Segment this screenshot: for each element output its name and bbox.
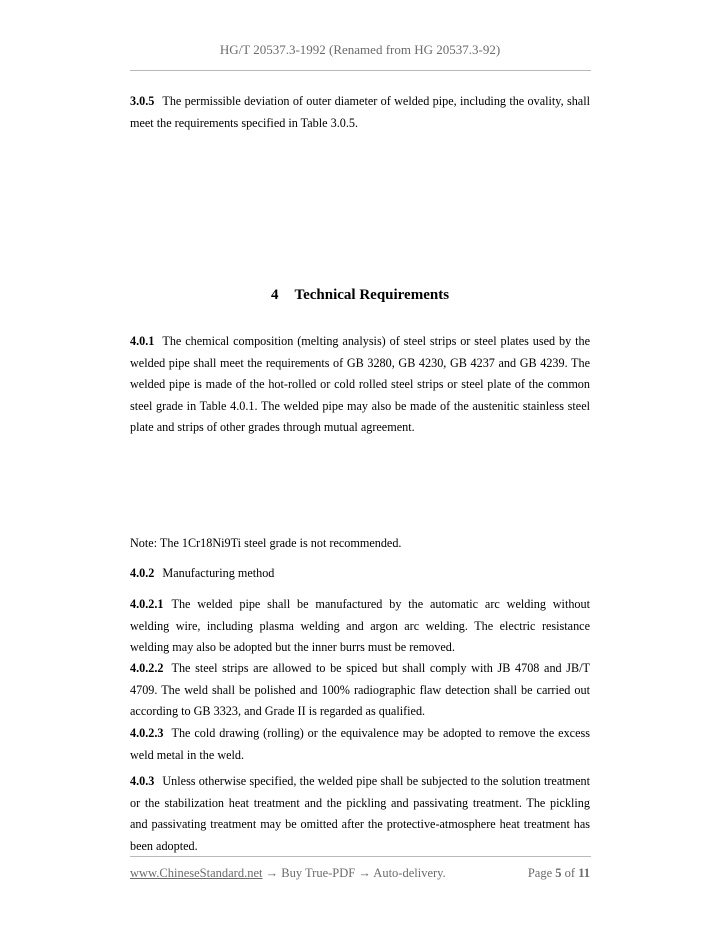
clause-number: 4.0.3 (130, 774, 155, 788)
page-label: Page (527, 866, 553, 880)
clause-number: 3.0.5 (130, 94, 155, 108)
clause-number: 4.0.2.3 (130, 726, 164, 740)
clause-4-0-2-1 (130, 594, 590, 659)
section-heading (0, 287, 720, 304)
section-number: 4 (270, 287, 279, 303)
clause-3-0-5 (130, 91, 590, 134)
clause-text: Manufacturing method (162, 566, 275, 580)
clause-number: 4.0.1 (130, 334, 155, 348)
clause-number: 4.0.2.1 (130, 597, 164, 611)
clause-text: The welded pipe shall be manufactured by the automatic arc welding without welding wire, including plasma welding and argon arc welding. The electric resistance welding may also be adopted but the inner burrs must be removed. (130, 597, 590, 654)
note-text (130, 533, 590, 555)
page-total: 11 (578, 866, 590, 880)
clause-number: 4.0.2 (130, 566, 155, 580)
section-title: Technical Requirements (294, 287, 450, 303)
clause-text: The permissible deviation of outer diameter of welded pipe, including the ovality, shall meet the requirements specified in Table 3.0.5. (130, 94, 590, 130)
website-link[interactable]: www.ChineseStandard.net (130, 866, 263, 880)
footer-promo-text: → Buy True-PDF → Auto-delivery. (262, 866, 446, 880)
clause-number: 4.0.2.2 (130, 661, 164, 675)
footer-rule (130, 856, 591, 857)
clause-4-0-3 (130, 771, 590, 857)
header-rule (130, 70, 591, 71)
note-content: Note: The 1Cr18Ni9Ti steel grade is not recommended. (130, 536, 402, 550)
page-of: of (564, 866, 576, 880)
clause-4-0-2 (130, 563, 590, 585)
clause-4-0-1 (130, 331, 590, 439)
clause-text: The cold drawing (rolling) or the equivalence may be adopted to remove the excess weld metal in the weld. (130, 726, 590, 762)
page-current: 5 (555, 866, 562, 880)
clause-text: The steel strips are allowed to be spiced but shall comply with JB 4708 and JB/T 4709. The weld shall be polished and 100% radiographic flaw detection shall be carried out according to GB 3323, and Grade II is regarded as qualified. (130, 661, 590, 718)
running-header: HG/T 20537.3-1992 (Renamed from HG 20537.3-92) (219, 42, 501, 57)
clause-text: Unless otherwise specified, the welded pipe shall be subjected to the solution treatment or the stabilization heat treatment and the pickling and passivating treatment. The pickling and passivating treatment may be omitted after the protective-atmosphere heat treatment has been adopted. (130, 774, 590, 853)
footer-promo (130, 866, 446, 881)
clause-text: The chemical composition (melting analysis) of steel strips or steel plates used by the welded pipe shall meet the requirements of GB 3280, GB 4230, GB 4237 and GB 4239. The welded pipe is made of the hot-rolled or cold rolled steel strips or steel plate of the common steel grade in Table 4.0.1. The welded pipe may also be made of the austenitic stainless steel plate and strips of other grades through mutual agreement. (130, 334, 590, 434)
clause-4-0-2-2 (130, 658, 590, 723)
clause-4-0-2-3 (130, 723, 590, 766)
page-indicator (528, 866, 590, 881)
